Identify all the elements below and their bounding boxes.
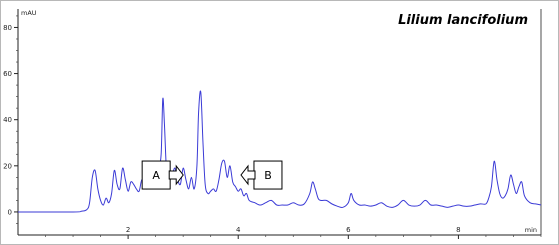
y-tick-label: 40 bbox=[3, 116, 12, 125]
y-tick-label: 80 bbox=[3, 23, 12, 32]
callout-label: A bbox=[152, 169, 160, 183]
y-tick-label: 0 bbox=[7, 208, 12, 217]
x-axis-unit-label: min bbox=[524, 226, 537, 234]
x-tick-label: 8 bbox=[456, 226, 461, 234]
x-tick-label: 6 bbox=[346, 226, 351, 234]
x-tick-label: 4 bbox=[235, 226, 241, 234]
chart-frame bbox=[1, 1, 559, 245]
y-tick-label: 20 bbox=[3, 162, 12, 171]
chart-title: Lilium lancifolium bbox=[398, 13, 528, 28]
y-axis-unit-label: mAU bbox=[21, 9, 37, 17]
y-tick-label: 60 bbox=[3, 70, 12, 79]
x-tick-label: 2 bbox=[125, 226, 131, 234]
callout-label: B bbox=[264, 169, 272, 183]
